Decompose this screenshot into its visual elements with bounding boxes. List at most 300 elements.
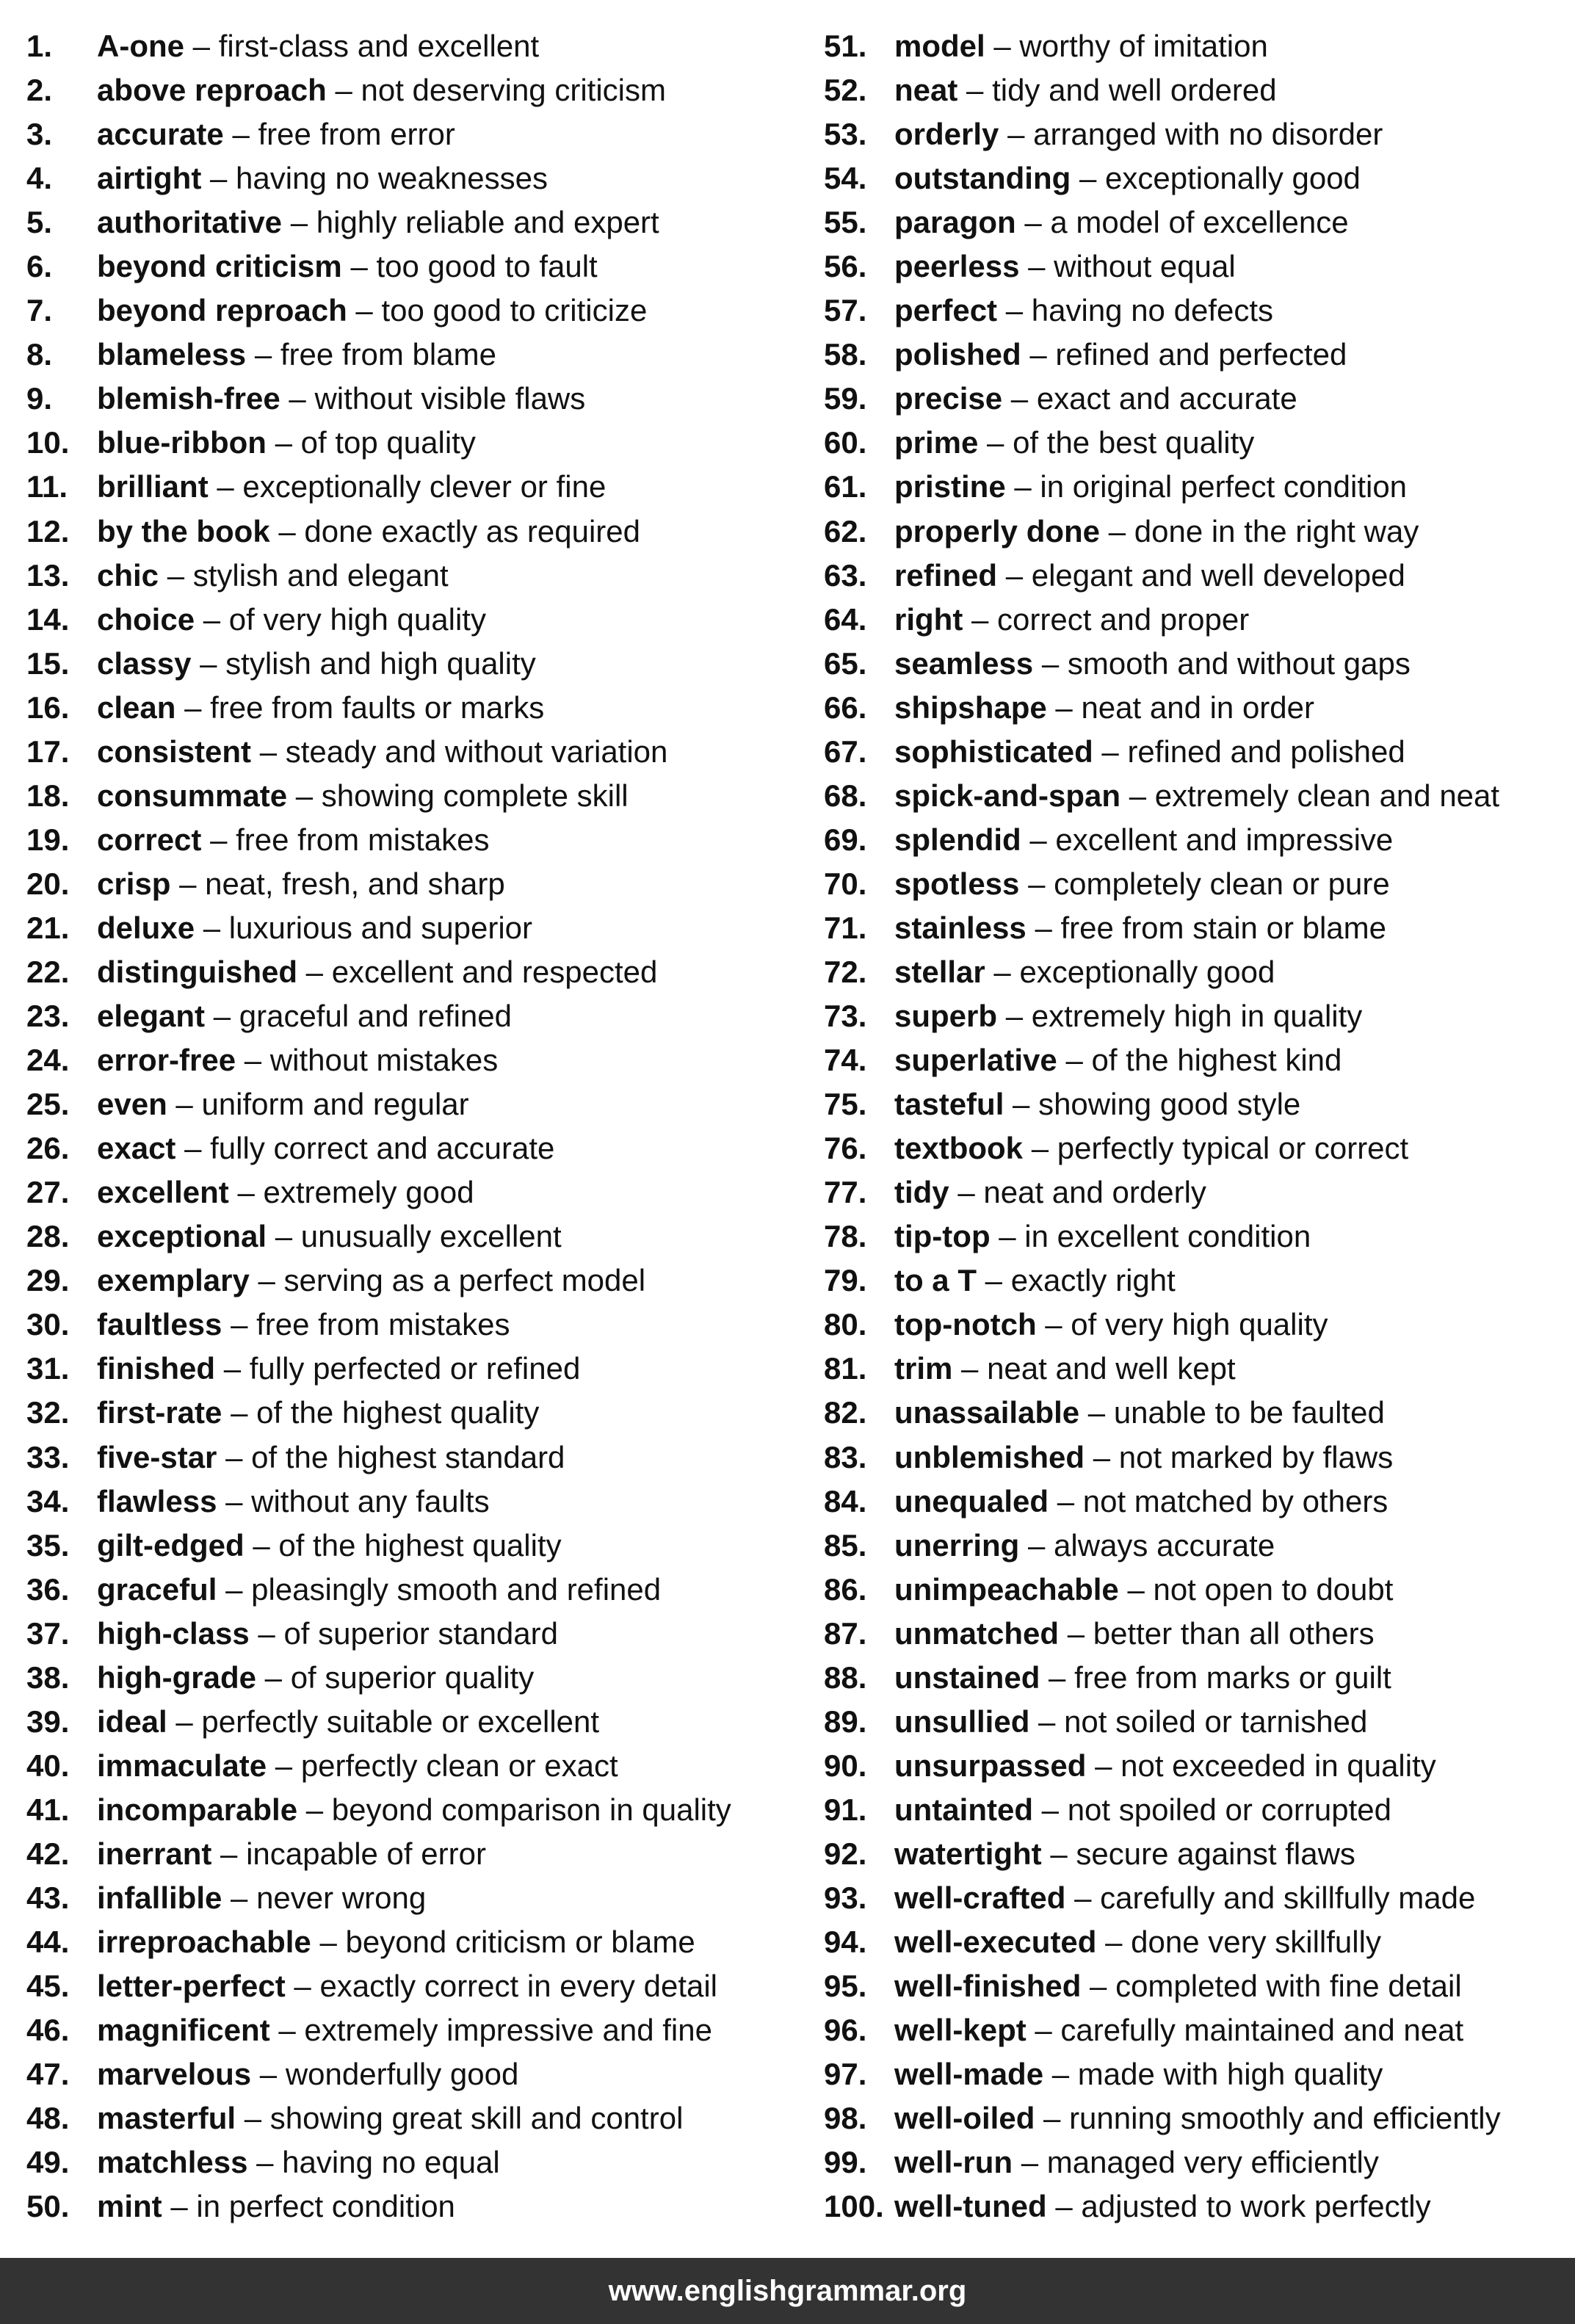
item-definition: neat and well kept <box>987 1351 1236 1386</box>
item-text <box>97 2012 712 2049</box>
word-list-right-column <box>824 28 1565 2232</box>
item-text <box>894 1262 1176 1299</box>
item-definition: tidy and well ordered <box>992 73 1277 108</box>
item-separator: – <box>244 2101 262 2136</box>
item-number: 96. <box>824 2013 867 2048</box>
item-separator: – <box>275 1219 293 1254</box>
list-item <box>26 2100 805 2144</box>
list-item <box>824 160 1565 204</box>
item-definition: exact and accurate <box>1036 381 1297 416</box>
list-item <box>26 1615 805 1659</box>
list-item <box>26 28 805 72</box>
item-definition: extremely high in quality <box>1031 999 1363 1034</box>
list-item <box>824 1350 1565 1394</box>
item-word: unstained <box>894 1659 1040 1695</box>
item-word: well-oiled <box>894 2101 1035 2136</box>
item-number: 54. <box>824 161 867 196</box>
item-definition: exceptionally good <box>1019 954 1275 989</box>
list-item <box>824 1659 1565 1704</box>
item-separator: – <box>1095 1748 1112 1783</box>
item-definition: of very high quality <box>228 601 486 637</box>
item-number: 90. <box>824 1748 867 1783</box>
item-separator: – <box>210 822 228 857</box>
list-item <box>824 822 1565 866</box>
item-text <box>894 1968 1462 2005</box>
item-separator: – <box>275 1748 293 1783</box>
item-separator: – <box>319 1925 337 1960</box>
list-item <box>26 866 805 910</box>
item-definition: beyond criticism or blame <box>345 1925 695 1960</box>
item-number: 83. <box>824 1439 867 1474</box>
list-item <box>824 645 1565 689</box>
item-number: 13. <box>26 557 70 593</box>
item-separator: – <box>305 1792 324 1827</box>
item-word: shipshape <box>894 689 1047 725</box>
list-item <box>26 1836 805 1880</box>
item-separator: – <box>278 513 296 549</box>
item-word: unassailable <box>894 1395 1080 1430</box>
item-definition: serving as a perfect model <box>283 1263 646 1298</box>
item-text <box>894 513 1419 550</box>
item-definition: not matched by others <box>1082 1483 1388 1518</box>
item-definition: free from marks or guilt <box>1074 1659 1391 1695</box>
item-separator: – <box>971 601 989 637</box>
item-text <box>97 160 548 197</box>
item-definition: free from mistakes <box>256 1307 510 1342</box>
item-number: 70. <box>824 866 867 901</box>
item-number: 68. <box>824 778 867 813</box>
item-word: well-crafted <box>894 1880 1066 1915</box>
item-word: spick-and-span <box>894 778 1121 813</box>
item-separator: – <box>1051 2057 1070 2092</box>
item-number: 14. <box>26 601 70 637</box>
item-number: 46. <box>26 2013 70 2048</box>
item-word: gilt-edged <box>97 1527 245 1563</box>
item-separator: – <box>258 1263 275 1298</box>
item-definition: having no defects <box>1031 293 1273 328</box>
item-definition: not open to doubt <box>1153 1571 1394 1607</box>
item-number: 53. <box>824 117 867 152</box>
item-definition: a model of excellence <box>1050 205 1349 240</box>
item-text <box>97 1527 562 1564</box>
item-text <box>97 204 659 241</box>
item-word: high-class <box>97 1615 250 1651</box>
item-separator: – <box>254 337 272 372</box>
item-text <box>97 689 544 726</box>
item-separator: – <box>1038 1704 1056 1739</box>
item-text <box>97 1086 469 1123</box>
item-word: graceful <box>97 1571 217 1607</box>
item-definition: perfectly suitable or excellent <box>201 1704 600 1739</box>
item-separator: – <box>213 999 231 1034</box>
list-item <box>26 380 805 424</box>
list-item <box>26 1262 805 1306</box>
item-text <box>97 248 598 285</box>
list-item <box>26 1394 805 1438</box>
item-word: neat <box>894 73 958 108</box>
item-number: 98. <box>824 2101 867 2136</box>
item-text <box>97 954 657 991</box>
item-separator: – <box>1041 1792 1060 1827</box>
item-word: brilliant <box>97 469 209 504</box>
item-number: 50. <box>26 2189 70 2224</box>
item-number: 76. <box>824 1131 867 1166</box>
item-word: tidy <box>894 1175 949 1210</box>
item-separator: – <box>1101 734 1119 769</box>
item-number: 10. <box>26 425 70 460</box>
item-word: matchless <box>97 2145 248 2180</box>
item-definition: too good to fault <box>376 249 598 284</box>
item-word: unimpeachable <box>894 1571 1119 1607</box>
item-number: 58. <box>824 337 867 372</box>
item-definition: of the highest standard <box>251 1439 565 1474</box>
item-definition: pleasingly smooth and refined <box>251 1571 662 1607</box>
item-word: ideal <box>97 1704 167 1739</box>
item-definition: incapable of error <box>246 1836 486 1871</box>
item-word: elegant <box>97 999 206 1034</box>
item-number: 11. <box>26 469 68 504</box>
item-number: 63. <box>824 557 867 593</box>
item-text <box>894 1924 1381 1961</box>
item-separator: – <box>203 910 221 945</box>
item-number: 86. <box>824 1571 867 1607</box>
list-item <box>824 954 1565 998</box>
item-text <box>97 645 536 682</box>
item-number: 52. <box>824 73 867 108</box>
item-text <box>97 1836 486 1872</box>
item-text <box>97 910 532 946</box>
item-number: 32. <box>26 1395 70 1430</box>
item-definition: free from error <box>258 117 455 152</box>
item-word: precise <box>894 381 1003 416</box>
item-definition: stylish and high quality <box>225 645 536 681</box>
item-definition: excellent and respected <box>331 954 658 989</box>
item-number: 56. <box>824 249 867 284</box>
item-text <box>97 557 449 594</box>
list-item <box>26 424 805 468</box>
item-word: untainted <box>894 1792 1033 1827</box>
item-number: 80. <box>824 1307 867 1342</box>
list-item <box>26 1924 805 1968</box>
item-number: 71. <box>824 910 867 945</box>
item-text <box>894 1836 1355 1872</box>
item-text <box>97 1615 558 1652</box>
item-text <box>97 1394 539 1431</box>
item-definition: in original perfect condition <box>1040 469 1408 504</box>
item-word: beyond criticism <box>97 249 342 284</box>
item-text <box>97 1571 661 1608</box>
item-number: 60. <box>824 425 867 460</box>
item-number: 65. <box>824 645 867 681</box>
item-word: exceptional <box>97 1219 267 1254</box>
list-item <box>824 1968 1565 2012</box>
item-text <box>97 1704 599 1740</box>
item-text <box>894 645 1411 682</box>
item-number: 69. <box>824 822 867 857</box>
item-word: outstanding <box>894 161 1071 196</box>
item-word: letter-perfect <box>97 1969 286 2004</box>
list-item <box>824 1483 1565 1527</box>
item-separator: – <box>1021 2145 1039 2180</box>
item-text <box>894 424 1254 461</box>
item-text <box>894 2056 1383 2093</box>
item-text <box>894 116 1383 153</box>
item-separator: – <box>1035 2013 1052 2048</box>
item-number: 6. <box>26 249 53 284</box>
list-item <box>824 1704 1565 1748</box>
list-item <box>824 204 1565 248</box>
item-word: perfect <box>894 293 998 328</box>
item-separator: – <box>993 29 1011 63</box>
item-text <box>894 1350 1236 1387</box>
item-word: A-one <box>97 29 184 63</box>
item-separator: – <box>1087 1395 1106 1430</box>
item-text <box>894 1130 1408 1167</box>
item-number: 94. <box>824 1925 867 1960</box>
item-number: 25. <box>26 1087 70 1122</box>
item-word: spotless <box>894 866 1020 901</box>
item-text <box>97 292 647 329</box>
item-definition: exceptionally good <box>1105 161 1361 196</box>
item-separator: – <box>264 1659 283 1695</box>
item-number: 23. <box>26 999 70 1034</box>
item-word: blameless <box>97 337 247 372</box>
item-text <box>97 116 455 153</box>
item-word: irreproachable <box>97 1925 311 1960</box>
item-word: excellent <box>97 1175 229 1210</box>
item-text <box>894 380 1297 417</box>
item-word: error-free <box>97 1043 236 1078</box>
item-word: well-made <box>894 2057 1044 2092</box>
item-separator: – <box>289 381 306 416</box>
item-definition: without visible flaws <box>314 381 586 416</box>
item-text <box>894 1659 1391 1696</box>
item-number: 81. <box>824 1351 867 1386</box>
item-separator: – <box>1105 1925 1123 1960</box>
item-definition: too good to criticize <box>381 293 648 328</box>
item-separator: – <box>966 73 984 108</box>
item-number: 74. <box>824 1043 867 1078</box>
list-item <box>824 513 1565 557</box>
item-text <box>97 1306 510 1343</box>
item-number: 93. <box>824 1880 867 1915</box>
list-item <box>26 1350 805 1394</box>
list-item <box>26 513 805 557</box>
item-number: 97. <box>824 2057 867 2092</box>
item-word: infallible <box>97 1880 222 1915</box>
item-definition: without any faults <box>251 1483 490 1518</box>
item-definition: arranged with no disorder <box>1033 117 1383 152</box>
item-separator: – <box>1028 866 1046 901</box>
item-separator: – <box>1007 117 1025 152</box>
item-separator: – <box>1057 1483 1075 1518</box>
item-text <box>97 1262 645 1299</box>
item-separator: – <box>184 1131 202 1166</box>
item-number: 19. <box>26 822 70 857</box>
item-text <box>894 28 1268 65</box>
list-item <box>26 1218 805 1262</box>
item-separator: – <box>256 2145 274 2180</box>
item-text <box>894 2100 1501 2137</box>
list-item <box>26 1042 805 1086</box>
item-separator: – <box>1028 1527 1046 1563</box>
item-word: orderly <box>894 117 999 152</box>
list-item <box>824 1527 1565 1571</box>
item-definition: done exactly as required <box>304 513 641 549</box>
item-text <box>894 557 1405 594</box>
list-item <box>26 468 805 513</box>
item-separator: – <box>210 161 228 196</box>
item-number: 44. <box>26 1925 70 1960</box>
item-word: unequaled <box>894 1483 1049 1518</box>
item-separator: – <box>167 557 185 593</box>
item-definition: unable to be faulted <box>1113 1395 1385 1430</box>
list-item <box>824 1042 1565 1086</box>
item-text <box>894 1086 1300 1123</box>
item-definition: not soiled or tarnished <box>1064 1704 1368 1739</box>
list-item <box>824 1086 1565 1130</box>
item-word: classy <box>97 645 192 681</box>
item-definition: highly reliable and expert <box>316 205 659 240</box>
item-definition: showing great skill and control <box>269 2101 684 2136</box>
item-number: 73. <box>824 999 867 1034</box>
item-definition: neat and orderly <box>983 1175 1206 1210</box>
item-number: 57. <box>824 293 867 328</box>
item-definition: luxurious and superior <box>228 910 532 945</box>
list-item <box>26 1130 805 1174</box>
item-separator: – <box>335 73 352 108</box>
item-number: 72. <box>824 954 867 989</box>
item-text <box>894 910 1386 946</box>
list-item <box>26 1968 805 2012</box>
list-item <box>26 1086 805 1130</box>
item-definition: free from blame <box>280 337 496 372</box>
list-item <box>824 1306 1565 1350</box>
item-definition: free from mistakes <box>236 822 490 857</box>
item-number: 62. <box>824 513 867 549</box>
item-definition: running smoothly and efficiently <box>1069 2101 1501 2136</box>
item-separator: – <box>225 1483 243 1518</box>
item-text <box>894 1394 1385 1431</box>
item-definition: done in the right way <box>1134 513 1419 549</box>
item-separator: – <box>1014 469 1032 504</box>
list-item <box>26 2012 805 2056</box>
item-word: masterful <box>97 2101 236 2136</box>
item-definition: of superior standard <box>283 1615 558 1651</box>
item-text <box>97 734 667 770</box>
list-item <box>824 866 1565 910</box>
item-separator: – <box>355 293 373 328</box>
item-separator: – <box>237 1175 255 1210</box>
item-text <box>97 380 585 417</box>
list-item <box>26 645 805 689</box>
item-text <box>894 1748 1436 1784</box>
list-item <box>26 689 805 734</box>
list-item <box>26 2144 805 2188</box>
item-text <box>97 601 486 638</box>
item-number: 21. <box>26 910 70 945</box>
list-item <box>26 1659 805 1704</box>
item-number: 33. <box>26 1439 70 1474</box>
item-text <box>97 1924 695 1961</box>
item-text <box>97 468 606 505</box>
item-text <box>97 424 476 461</box>
item-separator: – <box>278 2013 296 2048</box>
item-word: even <box>97 1087 167 1122</box>
item-separator: – <box>350 249 368 284</box>
item-definition: excellent and impressive <box>1055 822 1394 857</box>
list-item <box>824 1130 1565 1174</box>
item-text <box>894 1571 1393 1608</box>
item-number: 75. <box>824 1087 867 1122</box>
list-item <box>824 116 1565 160</box>
item-separator: – <box>985 1263 1003 1298</box>
item-definition: fully perfected or refined <box>249 1351 581 1386</box>
list-item <box>26 998 805 1042</box>
list-item <box>26 910 805 954</box>
item-definition: exactly correct in every detail <box>319 1969 718 2004</box>
item-word: first-rate <box>97 1395 222 1430</box>
item-separator: – <box>1050 1836 1068 1871</box>
list-item <box>26 1792 805 1836</box>
item-number: 88. <box>824 1659 867 1695</box>
list-item <box>824 1836 1565 1880</box>
item-text <box>894 468 1407 505</box>
item-number: 5. <box>26 205 53 240</box>
item-separator: – <box>259 734 278 769</box>
item-definition: first-class and excellent <box>218 29 540 63</box>
list-item <box>824 72 1565 116</box>
item-text <box>97 1880 426 1916</box>
item-word: high-grade <box>97 1659 256 1695</box>
item-word: splendid <box>894 822 1021 857</box>
item-separator: – <box>1055 2189 1073 2224</box>
item-definition: graceful and refined <box>239 999 513 1034</box>
item-word: consistent <box>97 734 252 769</box>
item-word: by the book <box>97 513 270 549</box>
item-definition: of top quality <box>300 425 476 460</box>
item-text <box>894 2188 1431 2225</box>
item-definition: in perfect condition <box>196 2189 455 2224</box>
list-item <box>824 1262 1565 1306</box>
item-word: superlative <box>894 1043 1057 1078</box>
item-word: top-notch <box>894 1307 1037 1342</box>
item-separator: – <box>987 425 1004 460</box>
item-word: prime <box>894 425 979 460</box>
list-item <box>26 1483 805 1527</box>
item-text <box>97 28 539 65</box>
list-item <box>26 1439 805 1483</box>
item-word: faultless <box>97 1307 222 1342</box>
item-definition: perfectly typical or correct <box>1057 1131 1409 1166</box>
item-separator: – <box>1090 1969 1107 2004</box>
item-number: 85. <box>824 1527 867 1563</box>
item-number: 20. <box>26 866 70 901</box>
list-item <box>26 1748 805 1792</box>
list-item <box>26 1880 805 1924</box>
item-number: 9. <box>26 381 53 416</box>
item-number: 59. <box>824 381 867 416</box>
item-text <box>894 1615 1375 1652</box>
item-text <box>894 1792 1391 1828</box>
item-word: incomparable <box>97 1792 298 1827</box>
word-list-left-column <box>26 28 805 2232</box>
item-definition: unusually excellent <box>300 1219 562 1254</box>
item-separator: – <box>1045 1307 1062 1342</box>
list-item <box>824 778 1565 822</box>
item-text <box>894 866 1390 902</box>
item-word: magnificent <box>97 2013 270 2048</box>
